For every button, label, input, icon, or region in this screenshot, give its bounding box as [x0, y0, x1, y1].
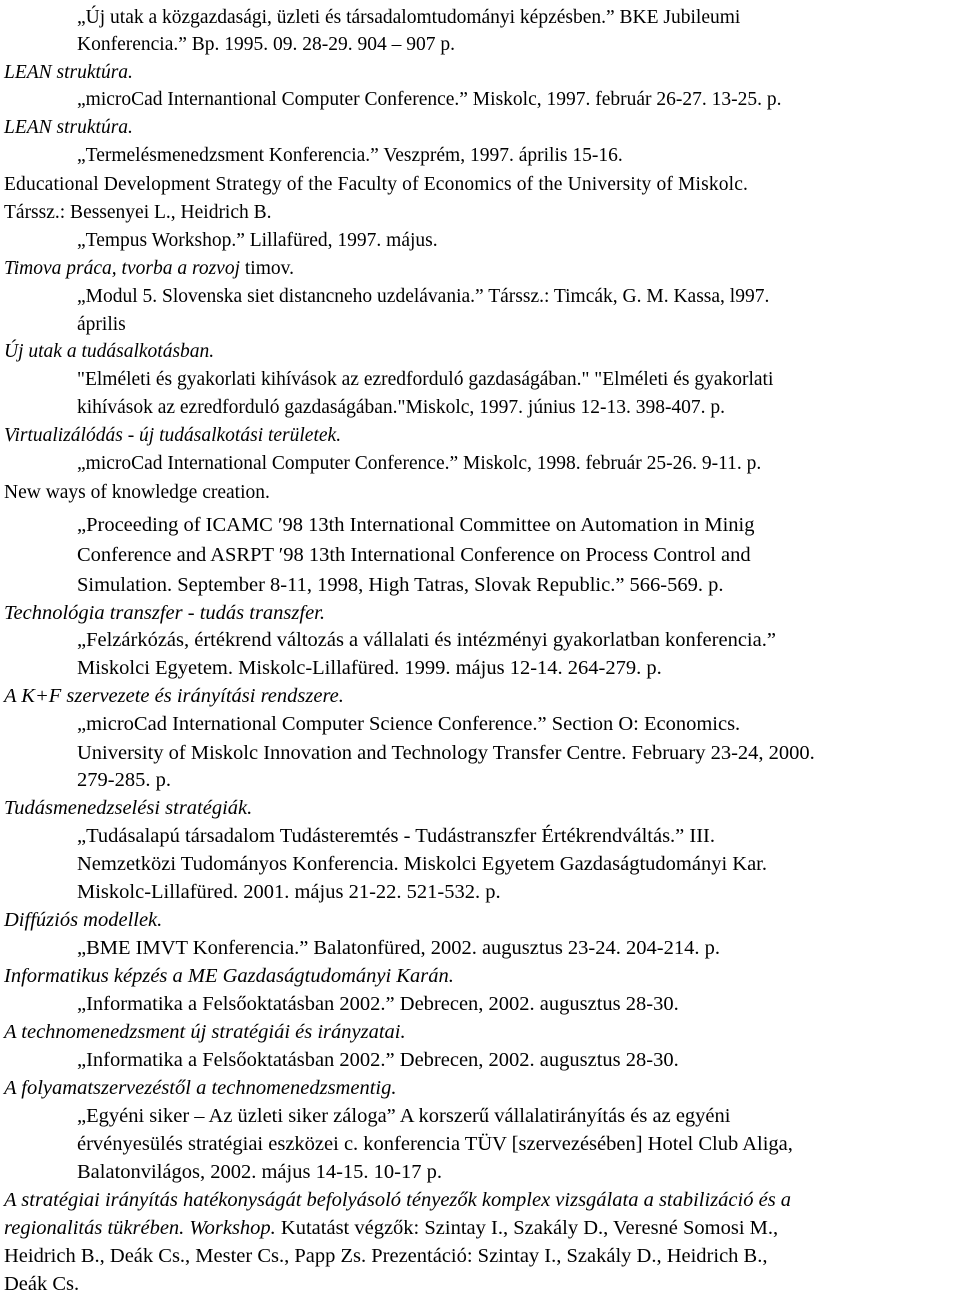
- text-line: „microCad Internantional Computer Conference.” Miskolc, 1997. február 26-27. 13-25. p.: [77, 89, 782, 110]
- text-line: Deák Cs.: [4, 1273, 80, 1295]
- italic-title: Timova práca, tvorba a rozvoj: [4, 258, 240, 279]
- text-line: Társsz.: Bessenyei L., Heidrich B.: [4, 202, 272, 223]
- text-line: Miskolci Egyetem. Miskolc-Lillafüred. 1999. május 12-14. 264-279. p.: [77, 657, 662, 679]
- mixed-line: [4, 1216, 778, 1240]
- section-title: Új utak a tudásalkotásban.: [4, 341, 215, 362]
- text-line: „Felzárkózás, értékrend változás a vállalati és intézményi gyakorlatban konferencia.”: [77, 629, 776, 651]
- section-title: A stratégiai irányítás hatékonyságát befolyásoló tényezők komplex vizsgálata a stabilizáció és a: [4, 1189, 792, 1211]
- section-title: LEAN struktúra.: [4, 117, 133, 138]
- italic-title: regionalitás tükrében. Workshop.: [4, 1217, 276, 1239]
- text-line: Simulation. September 8-11, 1998, High Tatras, Slovak Republic.” 566-569. p.: [77, 574, 724, 596]
- text-line: "Elméleti és gyakorlati kihívások az ezredforduló gazdaságában." "Elméleti és gyakorlati: [77, 369, 774, 390]
- section-title: A folyamatszervezéstől a technomenedzsmentig.: [4, 1077, 397, 1099]
- section-title: Virtualizálódás - új tudásalkotási területek.: [4, 425, 342, 446]
- text-line: „Proceeding of ICAMC ′98 13th International Committee on Automation in Minig: [77, 514, 755, 536]
- text-line: „Informatika a Felsőoktatásban 2002.” Debrecen, 2002. augusztus 28-30.: [77, 993, 679, 1015]
- section-title: LEAN struktúra.: [4, 62, 133, 83]
- text-line: „Új utak a közgazdasági, üzleti és társadalomtudományi képzésben.” BKE Jubileumi: [77, 7, 741, 28]
- text-line: „Termelésmenedzsment Konferencia.” Veszprém, 1997. április 15-16.: [77, 145, 623, 166]
- text-line: „Tudásalapú társadalom Tudásteremtés - Tudástranszfer Értékrendváltás.” III.: [77, 825, 716, 847]
- text-line: University of Miskolc Innovation and Technology Transfer Centre. February 23-24, 2000.: [77, 742, 815, 764]
- section-title: New ways of knowledge creation.: [4, 482, 270, 503]
- mixed-line: [4, 257, 294, 281]
- text-line: érvényesülés stratégiai eszközei c. konferencia TÜV [szervezésében] Hotel Club Aliga,: [77, 1133, 793, 1155]
- text-line: „Modul 5. Slovenska siet distancneho uzdelávania.” Társsz.: Timcák, G. M. Kassa, l997.: [77, 286, 770, 307]
- text-line: „microCad International Computer Science Conference.” Section O: Economics.: [77, 713, 741, 735]
- text-line: Conference and ASRPT ′98 13th International Conference on Process Control and: [77, 544, 751, 566]
- section-title: A K+F szervezete és irányítási rendszere.: [4, 685, 344, 707]
- plain-text: Kutatást végzők: Szintay I., Szakály D., Veresné Somosi M.,: [275, 1217, 779, 1239]
- plain-text: timov.: [239, 258, 294, 279]
- section-title: A technomenedzsment új stratégiái és irányzatai.: [4, 1021, 406, 1043]
- text-line: Balatonvilágos, 2002. május 14-15. 10-17 p.: [77, 1161, 442, 1183]
- text-line: „Tempus Workshop.” Lillafüred, 1997. május.: [77, 230, 438, 251]
- text-line: kihívások az ezredforduló gazdaságában."Miskolc, 1997. június 12-13. 398-407. p.: [77, 397, 726, 418]
- section-title: Informatikus képzés a ME Gazdaságtudományi Karán.: [4, 965, 454, 987]
- section-title: Tudásmenedzselési stratégiák.: [4, 797, 253, 819]
- text-line: „Egyéni siker – Az üzleti siker záloga” A korszerű vállalatirányítás és az egyéni: [77, 1105, 731, 1127]
- text-line: Educational Development Strategy of the Faculty of Economics of the University of Miskolc.: [4, 174, 749, 195]
- text-line: Miskolc-Lillafüred. 2001. május 21-22. 521-532. p.: [77, 881, 501, 903]
- text-line: Heidrich B., Deák Cs., Mester Cs., Papp Zs. Prezentáció: Szintay I., Szakály D., Heidrich B.,: [4, 1245, 768, 1267]
- text-line: Nemzetközi Tudományos Konferencia. Miskolci Egyetem Gazdaságtudományi Kar.: [77, 853, 768, 875]
- section-title: Technológia transzfer - tudás transzfer.: [4, 602, 326, 624]
- text-line: 279-285. p.: [77, 769, 171, 791]
- text-line: április: [77, 314, 126, 335]
- text-line: „Informatika a Felsőoktatásban 2002.” Debrecen, 2002. augusztus 28-30.: [77, 1049, 679, 1071]
- text-line: „microCad International Computer Conference.” Miskolc, 1998. február 25-26. 9-11. p.: [77, 453, 762, 474]
- section-title: Diffúziós modellek.: [4, 909, 163, 931]
- text-line: Konferencia.” Bp. 1995. 09. 28-29. 904 – 907 p.: [77, 34, 456, 55]
- text-line: „BME IMVT Konferencia.” Balatonfüred, 2002. augusztus 23-24. 204-214. p.: [77, 937, 720, 959]
